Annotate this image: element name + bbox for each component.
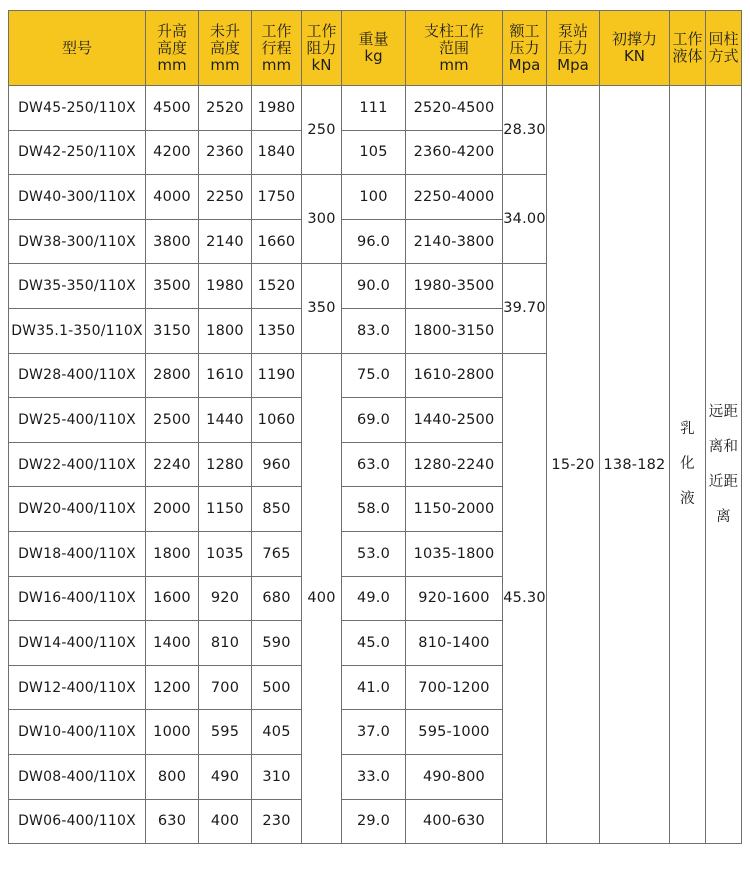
cell-raised: 2800 bbox=[146, 353, 199, 398]
cell-model: DW22-400/110X bbox=[9, 442, 146, 487]
cell-range: 1800-3150 bbox=[406, 308, 503, 353]
cell-lowered: 1150 bbox=[199, 487, 252, 532]
cell-weight: 96.0 bbox=[342, 219, 406, 264]
header-working-fluid: 工作 液体 bbox=[670, 11, 706, 86]
cell-stroke: 500 bbox=[252, 665, 302, 710]
cell-model: DW08-400/110X bbox=[9, 754, 146, 799]
cell-range: 400-630 bbox=[406, 799, 503, 844]
cell-lowered: 1280 bbox=[199, 442, 252, 487]
cell-weight: 105 bbox=[342, 130, 406, 175]
cell-lowered: 595 bbox=[199, 710, 252, 755]
cell-retraction-method: 远距 离和 近距 离 bbox=[706, 86, 742, 844]
cell-model: DW14-400/110X bbox=[9, 621, 146, 666]
cell-lowered: 1035 bbox=[199, 531, 252, 576]
cell-stroke: 850 bbox=[252, 487, 302, 532]
cell-range: 2250-4000 bbox=[406, 175, 503, 220]
cell-model: DW45-250/110X bbox=[9, 86, 146, 131]
cell-stroke: 590 bbox=[252, 621, 302, 666]
cell-weight: 111 bbox=[342, 86, 406, 131]
cell-weight: 53.0 bbox=[342, 531, 406, 576]
cell-raised: 1200 bbox=[146, 665, 199, 710]
cell-range: 920-1600 bbox=[406, 576, 503, 621]
cell-stroke: 1190 bbox=[252, 353, 302, 398]
cell-lowered: 1440 bbox=[199, 398, 252, 443]
cell-raised: 1400 bbox=[146, 621, 199, 666]
cell-range: 1610-2800 bbox=[406, 353, 503, 398]
cell-lowered: 2250 bbox=[199, 175, 252, 220]
cell-range: 810-1400 bbox=[406, 621, 503, 666]
header-setting-force: 初撑力 KN bbox=[600, 11, 670, 86]
cell-model: DW16-400/110X bbox=[9, 576, 146, 621]
cell-weight: 69.0 bbox=[342, 398, 406, 443]
cell-weight: 49.0 bbox=[342, 576, 406, 621]
cell-raised: 2500 bbox=[146, 398, 199, 443]
cell-weight: 58.0 bbox=[342, 487, 406, 532]
cell-lowered: 1610 bbox=[199, 353, 252, 398]
cell-weight: 90.0 bbox=[342, 264, 406, 309]
cell-range: 1035-1800 bbox=[406, 531, 503, 576]
cell-weight: 63.0 bbox=[342, 442, 406, 487]
cell-rated-pressure: 39.70 bbox=[503, 264, 547, 353]
cell-range: 1980-3500 bbox=[406, 264, 503, 309]
header-weight: 重量 kg bbox=[342, 11, 406, 86]
cell-weight: 29.0 bbox=[342, 799, 406, 844]
cell-weight: 75.0 bbox=[342, 353, 406, 398]
cell-rated-pressure: 28.30 bbox=[503, 86, 547, 175]
cell-lowered: 2520 bbox=[199, 86, 252, 131]
cell-setting-force: 138-182 bbox=[600, 86, 670, 844]
cell-model: DW12-400/110X bbox=[9, 665, 146, 710]
cell-range: 1440-2500 bbox=[406, 398, 503, 443]
cell-resistance: 300 bbox=[302, 175, 342, 264]
cell-working-fluid: 乳 化 液 bbox=[670, 86, 706, 844]
cell-range: 2520-4500 bbox=[406, 86, 503, 131]
header-model: 型号 bbox=[9, 11, 146, 86]
cell-raised: 4500 bbox=[146, 86, 199, 131]
cell-model: DW35.1-350/110X bbox=[9, 308, 146, 353]
header-resistance: 工作 阻力 kN bbox=[302, 11, 342, 86]
cell-stroke: 1660 bbox=[252, 219, 302, 264]
cell-raised: 4200 bbox=[146, 130, 199, 175]
cell-lowered: 700 bbox=[199, 665, 252, 710]
cell-rated-pressure: 45.30 bbox=[503, 353, 547, 844]
cell-model: DW35-350/110X bbox=[9, 264, 146, 309]
cell-stroke: 1750 bbox=[252, 175, 302, 220]
cell-stroke: 680 bbox=[252, 576, 302, 621]
cell-stroke: 1060 bbox=[252, 398, 302, 443]
cell-model: DW28-400/110X bbox=[9, 353, 146, 398]
cell-range: 700-1200 bbox=[406, 665, 503, 710]
table-row bbox=[9, 86, 742, 131]
cell-stroke: 1520 bbox=[252, 264, 302, 309]
cell-range: 1280-2240 bbox=[406, 442, 503, 487]
cell-range: 595-1000 bbox=[406, 710, 503, 755]
cell-stroke: 1840 bbox=[252, 130, 302, 175]
cell-range: 1150-2000 bbox=[406, 487, 503, 532]
cell-stroke: 1980 bbox=[252, 86, 302, 131]
cell-model: DW20-400/110X bbox=[9, 487, 146, 532]
cell-model: DW40-300/110X bbox=[9, 175, 146, 220]
header-rated-pressure: 额工 压力 Mpa bbox=[503, 11, 547, 86]
cell-raised: 1800 bbox=[146, 531, 199, 576]
cell-resistance: 400 bbox=[302, 353, 342, 844]
cell-weight: 45.0 bbox=[342, 621, 406, 666]
header-lowered-height: 未升 高度 mm bbox=[199, 11, 252, 86]
cell-stroke: 310 bbox=[252, 754, 302, 799]
cell-stroke: 960 bbox=[252, 442, 302, 487]
cell-lowered: 1980 bbox=[199, 264, 252, 309]
table-header-row bbox=[9, 11, 742, 86]
header-raised-height: 升高 高度 mm bbox=[146, 11, 199, 86]
cell-raised: 3800 bbox=[146, 219, 199, 264]
cell-raised: 2000 bbox=[146, 487, 199, 532]
cell-raised: 3150 bbox=[146, 308, 199, 353]
cell-model: DW42-250/110X bbox=[9, 130, 146, 175]
cell-raised: 630 bbox=[146, 799, 199, 844]
cell-lowered: 490 bbox=[199, 754, 252, 799]
cell-range: 490-800 bbox=[406, 754, 503, 799]
cell-lowered: 920 bbox=[199, 576, 252, 621]
cell-lowered: 2140 bbox=[199, 219, 252, 264]
cell-weight: 100 bbox=[342, 175, 406, 220]
cell-raised: 4000 bbox=[146, 175, 199, 220]
cell-weight: 83.0 bbox=[342, 308, 406, 353]
cell-model: DW38-300/110X bbox=[9, 219, 146, 264]
cell-model: DW25-400/110X bbox=[9, 398, 146, 443]
header-retraction-method: 回柱 方式 bbox=[706, 11, 742, 86]
cell-model: DW10-400/110X bbox=[9, 710, 146, 755]
cell-stroke: 405 bbox=[252, 710, 302, 755]
cell-weight: 41.0 bbox=[342, 665, 406, 710]
cell-lowered: 810 bbox=[199, 621, 252, 666]
cell-resistance: 250 bbox=[302, 86, 342, 175]
cell-stroke: 1350 bbox=[252, 308, 302, 353]
cell-range: 2140-3800 bbox=[406, 219, 503, 264]
cell-stroke: 230 bbox=[252, 799, 302, 844]
header-working-range: 支柱工作 范围 mm bbox=[406, 11, 503, 86]
cell-raised: 2240 bbox=[146, 442, 199, 487]
cell-raised: 1000 bbox=[146, 710, 199, 755]
cell-lowered: 400 bbox=[199, 799, 252, 844]
cell-raised: 3500 bbox=[146, 264, 199, 309]
cell-lowered: 2360 bbox=[199, 130, 252, 175]
header-pump-pressure: 泵站 压力 Mpa bbox=[547, 11, 600, 86]
cell-range: 2360-4200 bbox=[406, 130, 503, 175]
header-stroke: 工作 行程 mm bbox=[252, 11, 302, 86]
cell-resistance: 350 bbox=[302, 264, 342, 353]
cell-weight: 33.0 bbox=[342, 754, 406, 799]
cell-rated-pressure: 34.00 bbox=[503, 175, 547, 264]
cell-raised: 1600 bbox=[146, 576, 199, 621]
cell-lowered: 1800 bbox=[199, 308, 252, 353]
cell-model: DW06-400/110X bbox=[9, 799, 146, 844]
cell-pump-pressure: 15-20 bbox=[547, 86, 600, 844]
spec-table bbox=[8, 10, 742, 844]
cell-model: DW18-400/110X bbox=[9, 531, 146, 576]
cell-raised: 800 bbox=[146, 754, 199, 799]
cell-stroke: 765 bbox=[252, 531, 302, 576]
cell-weight: 37.0 bbox=[342, 710, 406, 755]
